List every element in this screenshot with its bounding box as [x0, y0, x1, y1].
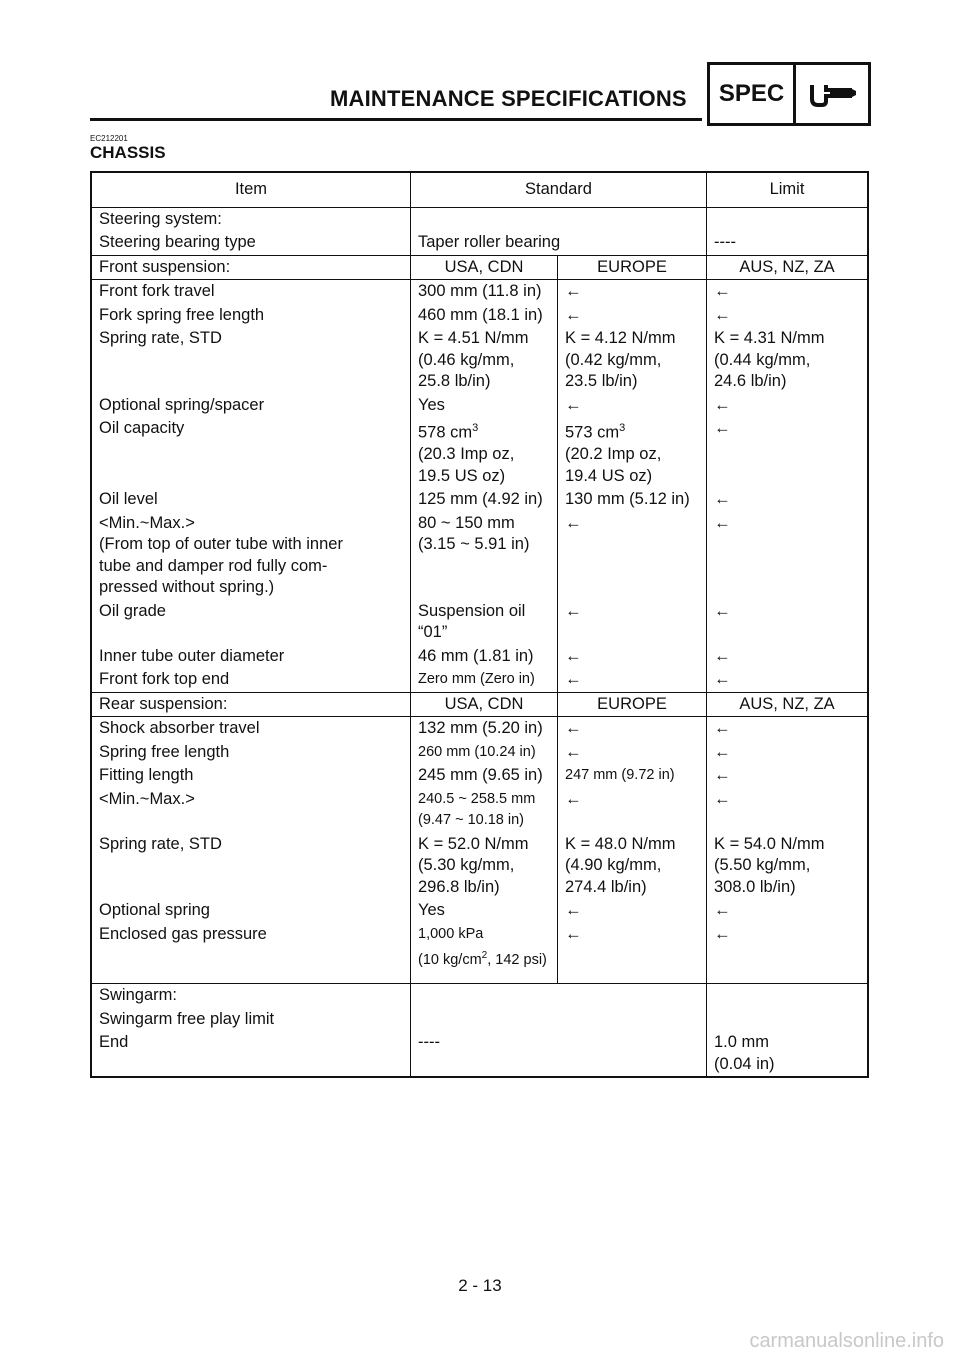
table-row: End ---- 1.0 mm (0.04 in)	[91, 1031, 868, 1077]
page-number: 2 - 13	[458, 1276, 502, 1295]
header-item: Item	[91, 172, 411, 207]
table-row: Optional spring/spacer Yes ← ←	[91, 394, 868, 418]
table-row: Spring rate, STD K = 52.0 N/mm (5.30 kg/mm, 296.8 lb/in) K = 48.0 N/mm (4.90 kg/mm, 274.4 lb/in) K = 54.0 N/mm (5.50 kg/mm, 308.0 lb/in)	[91, 833, 868, 900]
table-row: Swingarm free play limit	[91, 1008, 868, 1032]
section-code: EC212201	[90, 134, 128, 143]
group-label: Front suspension:	[91, 255, 411, 280]
table-row: Front suspension: USA, CDN EUROPE AUS, NZ, ZA	[91, 255, 868, 280]
table-row: <Min.~Max.> 240.5 ~ 258.5 mm (9.47 ~ 10.18 in) ← ←	[91, 788, 868, 833]
spec-badge-label: SPEC	[710, 65, 796, 123]
table-row: Front fork top end Zero mm (Zero in) ← ←	[91, 668, 868, 692]
group-label: Rear suspension:	[91, 692, 411, 717]
section-title: CHASSIS	[90, 143, 166, 162]
table-row: Inner tube outer diameter 46 mm (1.81 in) ← ←	[91, 645, 868, 669]
spec-badge	[707, 62, 871, 126]
table-row: Spring rate, STD K = 4.51 N/mm (0.46 kg/mm, 25.8 lb/in) K = 4.12 N/mm (0.42 kg/mm, 23.5 lb/in) K = 4.31 N/mm (0.44 kg/mm, 24.6 lb/in)	[91, 327, 868, 394]
table-row: Spring free length 260 mm (10.24 in) ← ←	[91, 741, 868, 765]
table-row: Fitting length 245 mm (9.65 in) 247 mm (9.72 in) ←	[91, 764, 868, 788]
chassis-spec-table	[90, 171, 869, 1078]
table-row: Front fork travel 300 mm (11.8 in) ← ←	[91, 280, 868, 304]
table-row: Oil grade Suspension oil “01” ← ←	[91, 600, 868, 645]
header-standard: Standard	[411, 172, 707, 207]
table-row	[91, 984, 868, 1008]
page-header-title: MAINTENANCE SPECIFICATIONS	[330, 86, 687, 111]
watermark: carmanualsonline.info	[749, 1330, 944, 1352]
table-row: Oil level 125 mm (4.92 in) 130 mm (5.12 in) ←	[91, 488, 868, 512]
table-row: Oil capacity 578 $cm^3$ (20.3 Imp oz, 19.5 US oz) 573 $cm^3$ (20.2 Imp oz, 19.4 US oz) ←	[91, 417, 868, 488]
table-row: Optional spring Yes ← ←	[91, 899, 868, 923]
header-limit: Limit	[707, 172, 869, 207]
table-row: Fork spring free length 460 mm (18.1 in) ← ←	[91, 304, 868, 328]
table-row	[91, 207, 868, 231]
group-label: Swingarm:	[91, 984, 411, 1008]
wrench-icon	[796, 65, 868, 123]
table-header-row	[91, 172, 868, 207]
table-row: <Min.~Max.> (From top of outer tube with inner tube and damper rod fully com- pressed without spring.) 80 ~ 150 mm (3.15 ~ 5.91 in) ← ←	[91, 512, 868, 600]
table-row: Steering bearing type Taper roller bearing ----	[91, 231, 868, 255]
header-rule	[90, 118, 702, 121]
table-row: Shock absorber travel 132 mm (5.20 in) ← ←	[91, 717, 868, 741]
table-row: Rear suspension: USA, CDN EUROPE AUS, NZ, ZA	[91, 692, 868, 717]
group-label: Steering system:	[91, 207, 411, 231]
table-row: Enclosed gas pressure 1,000 kPa (10 $kg/cm^2$, 142 psi) ← ←	[91, 923, 868, 984]
